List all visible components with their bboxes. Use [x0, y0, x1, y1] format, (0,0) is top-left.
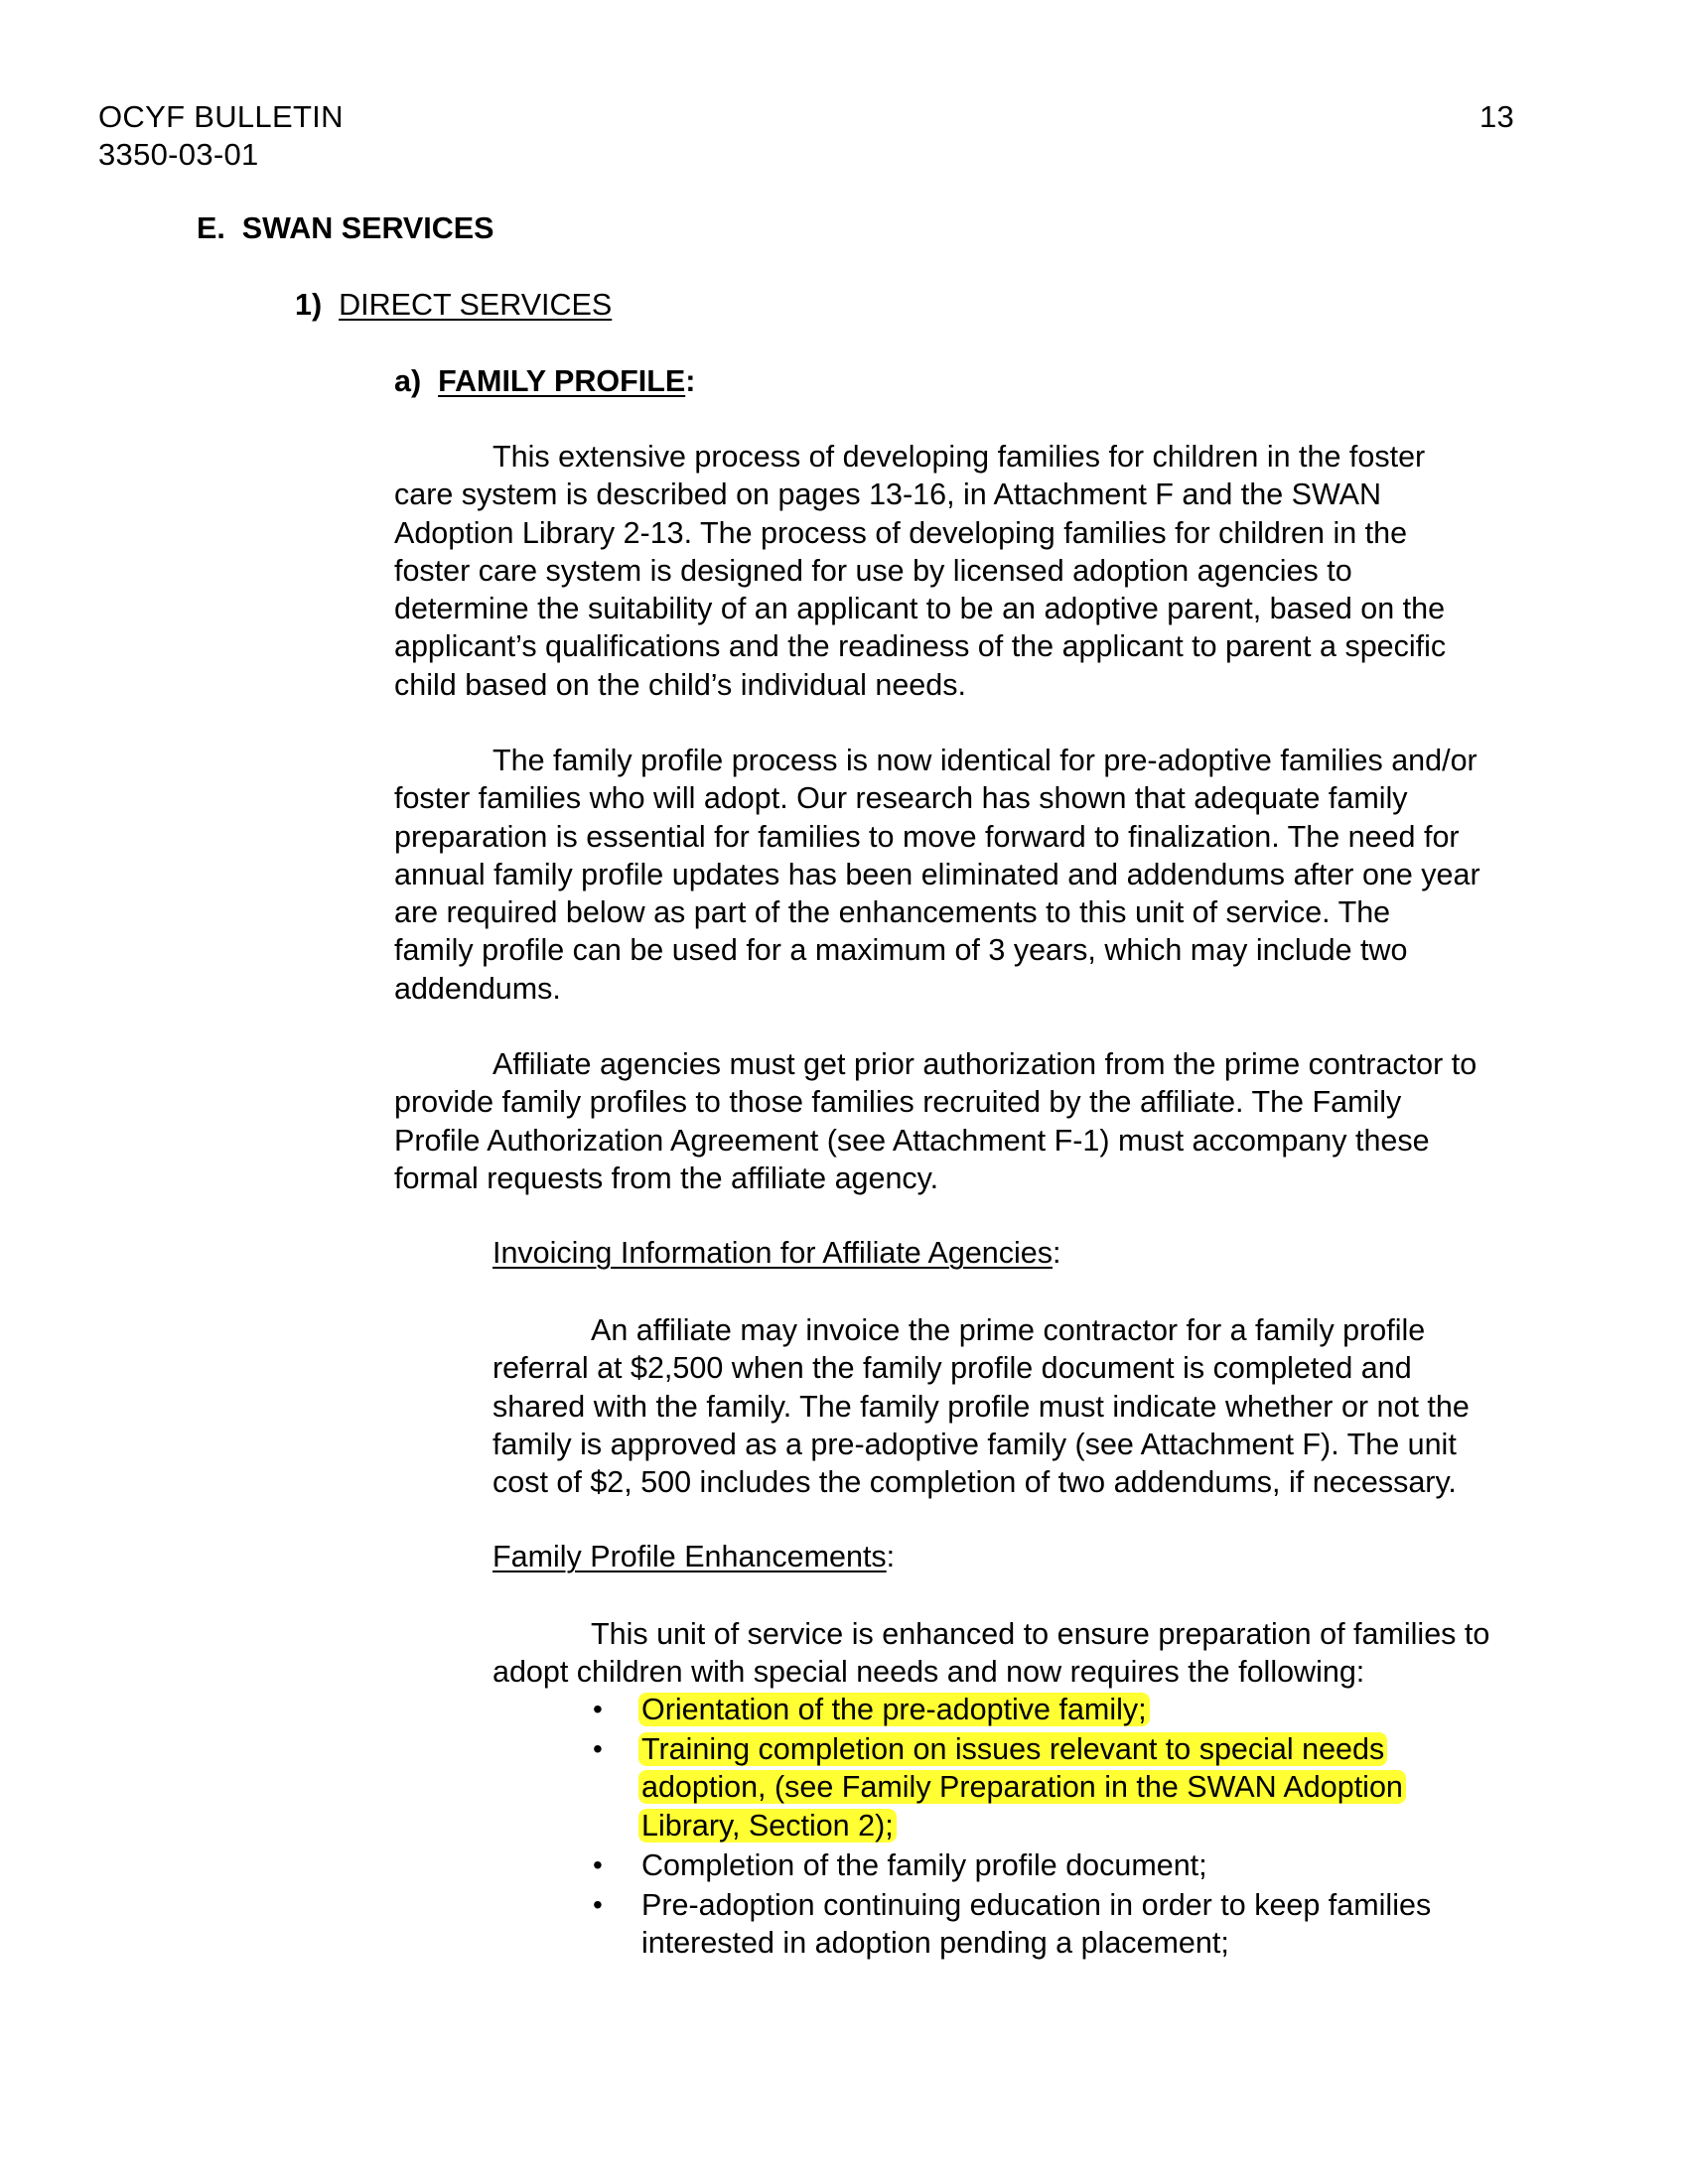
paragraph-3 [394, 1045, 1477, 1197]
paragraph-line: referral at $2,500 when the family profile document is completed and [492, 1351, 1412, 1386]
bullet-icon: • [593, 1889, 603, 1920]
paragraph-line: addendums. [394, 971, 561, 1006]
paragraph-line: An affiliate may invoice the prime contractor for a family profile [591, 1313, 1426, 1347]
section-letter: E. [197, 211, 225, 245]
bullet-line-highlighted: adoption, (see Family Preparation in the SWAN Adoption [638, 1770, 1406, 1804]
subsection-heading [295, 288, 612, 323]
bullet-line: Completion of the family profile document; [641, 1848, 1207, 1882]
paragraph-line: are required below as part of the enhancements to this unit of service. The [394, 895, 1391, 930]
bullet-line-highlighted: Training completion on issues relevant to special needs [638, 1732, 1387, 1766]
enhancements-intro [492, 1615, 1489, 1692]
bullet-icon: • [593, 1733, 603, 1764]
bullet-line-highlighted: Orientation of the pre-adoptive family; [638, 1693, 1150, 1726]
bulletin-number: 3350-03-01 [98, 137, 259, 172]
bullet-line: interested in adoption pending a placement; [641, 1926, 1229, 1961]
bullet-line: Pre-adoption continuing education in order to keep families [641, 1888, 1432, 1922]
item-heading [394, 364, 695, 399]
invoicing-heading-text: Invoicing Information for Affiliate Agencies [492, 1236, 1054, 1270]
paragraph-2 [394, 742, 1480, 1008]
paragraph-line: formal requests from the affiliate agency. [394, 1160, 939, 1195]
invoicing-colon: : [1053, 1236, 1061, 1270]
bullet-text [641, 1691, 1150, 1728]
paragraph-line: This extensive process of developing families for children in the foster [492, 440, 1426, 474]
paragraph-line: annual family profile updates has been eliminated and addendums after one year [394, 857, 1480, 891]
paragraph-line: The family profile process is now identical for pre-adoptive families and/or [492, 744, 1477, 777]
paragraph-line: child based on the child’s individual needs. [394, 667, 966, 702]
paragraph-line: care system is described on pages 13-16, in Attachment F and the SWAN [394, 478, 1382, 512]
paragraph-line: foster families who will adopt. Our research has shown that adequate family [394, 781, 1408, 816]
paragraph-line: Profile Authorization Agreement (see Attachment F-1) must accompany these [394, 1123, 1430, 1158]
paragraph-line: adopt children with special needs and now requires the following: [492, 1655, 1365, 1690]
paragraph-line: determine the suitability of an applicant to be an adoptive parent, based on the [394, 592, 1446, 626]
section-heading [197, 211, 493, 246]
bullet-text [641, 1730, 1406, 1844]
bullet-icon: • [593, 1849, 603, 1880]
bullet-icon: • [593, 1694, 603, 1724]
section-title: SWAN SERVICES [241, 211, 494, 245]
page-number: 13 [1479, 99, 1515, 134]
paragraph-line: family is approved as a pre-adoptive family (see Attachment F). The unit [492, 1427, 1457, 1461]
paragraph-1 [394, 438, 1446, 704]
enhancements-heading-text: Family Profile Enhancements [492, 1540, 887, 1573]
paragraph-line: applicant’s qualifications and the readiness of the applicant to parent a specific [394, 629, 1447, 664]
paragraph-line: This unit of service is enhanced to ensure preparation of families to [591, 1617, 1490, 1651]
paragraph-line: Affiliate agencies must get prior authorization from the prime contractor to [492, 1047, 1477, 1081]
item-letter: a) [394, 364, 422, 398]
bullet-text [641, 1886, 1431, 1963]
subsection-number: 1) [295, 288, 323, 322]
enhancements-colon: : [886, 1540, 896, 1573]
invoicing-heading [492, 1236, 1061, 1271]
bullet-line-highlighted: Library, Section 2); [638, 1809, 897, 1843]
bullet-text [641, 1846, 1207, 1884]
paragraph-line: family profile can be used for a maximum of 3 years, which may include two [394, 933, 1408, 968]
paragraph-line: cost of $2, 500 includes the completion of two addendums, if necessary. [492, 1465, 1457, 1500]
enhancements-heading [492, 1540, 895, 1574]
bulletin-label: OCYF BULLETIN [98, 99, 344, 134]
paragraph-line: provide family profiles to those families recruited by the affiliate. The Family [394, 1085, 1402, 1120]
paragraph-line: foster care system is designed for use by licensed adoption agencies to [394, 553, 1352, 588]
subsection-title: DIRECT SERVICES [339, 288, 613, 322]
item-colon: : [685, 364, 696, 398]
item-title: FAMILY PROFILE [438, 364, 686, 398]
paragraph-line: preparation is essential for families to move forward to finalization. The need for [394, 819, 1460, 854]
paragraph-line: Adoption Library 2-13. The process of developing families for children in the [394, 515, 1408, 550]
invoicing-paragraph [492, 1311, 1470, 1501]
paragraph-line: shared with the family. The family profile must indicate whether or not the [492, 1389, 1470, 1424]
